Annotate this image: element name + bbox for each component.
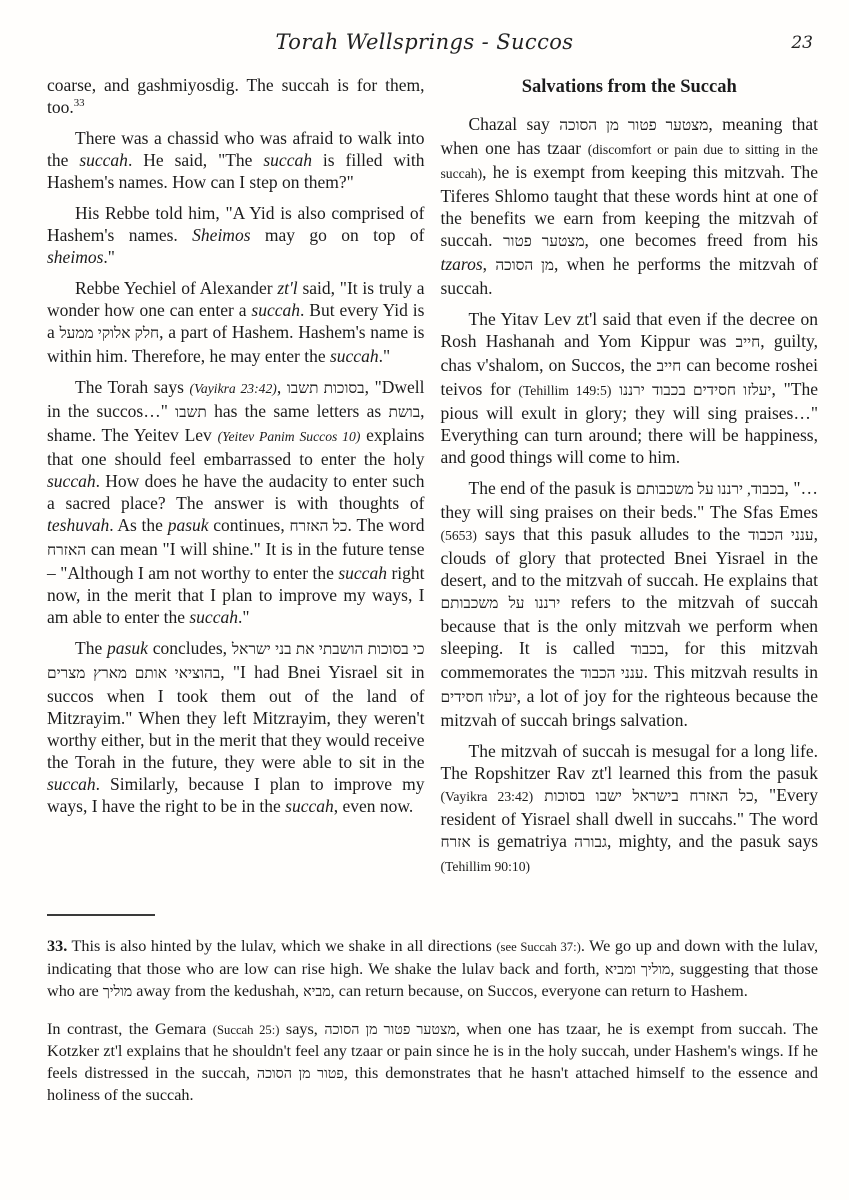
text-run: explains that one should feel embarrassed to enter the holy (47, 425, 425, 469)
text-run: , "…they will sing praises on their beds." The Sfas Emes (440, 478, 818, 522)
text-run: , clouds of glory that protected Bnei Yisrael in the desert, and to the mitzvah of succah. He explains that (440, 524, 818, 590)
text-run: . How does he have the audacity to enter such a sacred place? The answer is with thoughts of (47, 471, 425, 513)
citation: (Vayikra 23:42) (189, 381, 277, 396)
hebrew-text: חייב (656, 358, 682, 375)
hebrew-text: גבורה (574, 834, 607, 851)
text-run: The end of the pasuk is (468, 478, 636, 498)
italic-text: sheimos (47, 247, 104, 267)
footnote-number: 33. (47, 937, 68, 955)
text-run: away from the kedushah, (132, 982, 304, 1000)
hebrew-text: מצטער פטור מן הסוכה (324, 1021, 456, 1038)
text-run: , meaning that when one has tzaar (440, 114, 818, 158)
italic-text: succah (47, 774, 96, 794)
paragraph (441, 308, 819, 468)
hebrew-text: חלק אלוקי ממעל (59, 325, 160, 342)
text-run: , a part of Hashem. Hashem's name is within him. Therefore, he may enter the (47, 322, 425, 366)
text-run: , a lot of joy for the righteous because the mitzvah of succah brings salvation. (440, 686, 818, 730)
text-run: ." (103, 247, 115, 267)
hebrew-text: מצטער פטור מן הסוכה (559, 117, 709, 134)
text-run: . This mitzvah results in (643, 662, 818, 682)
text-run: . Similarly, because I plan to improve my ways, I have the right to be in the (47, 774, 425, 816)
text-run: continues, (208, 515, 290, 535)
italic-text: succah (263, 150, 312, 170)
hebrew-text: בסוכות תשבו (286, 380, 365, 397)
text-run: , "Dwell in the succos…" (47, 377, 425, 421)
text-run: concludes, (147, 638, 232, 658)
hebrew-text: כי בסוכות הושבתי את בני ישראל בהוציאי אותם מארץ מצרים (47, 641, 425, 682)
text-run: . As the (109, 515, 168, 535)
right-column (441, 74, 819, 887)
text-run: coarse, and gashmiyosdig. The succah is for them, too. (47, 75, 425, 117)
right-column-text (441, 113, 819, 878)
hebrew-text: בושת (388, 404, 421, 421)
text-run: The mitzvah of succah is mesugal for a long life. The Ropshitzer Rav zt'l learned this from the pasuk (440, 741, 818, 783)
text-run: In contrast, the Gemara (47, 1019, 213, 1038)
paragraph (441, 740, 819, 878)
paragraph (441, 477, 819, 731)
text-run: , one becomes freed from his (584, 230, 819, 250)
text-run: , even now. (333, 796, 414, 816)
text-run: can become roshei teivos for (440, 355, 818, 399)
paragraph (441, 113, 819, 299)
paragraph (47, 637, 425, 817)
footnote-reference: 33 (73, 97, 85, 110)
italic-text: teshuvah (47, 515, 110, 535)
text-run: says, (279, 1019, 325, 1038)
text-run: , suggesting that those who are (47, 959, 818, 1000)
text-run: , he is exempt from keeping this mitzvah. The Tiferes Shlomo taught that these words hint at one of the benefits we earn from keeping the mitzvah of succah. (440, 162, 818, 250)
text-run: is gematriya (470, 831, 575, 851)
text-run: , when one has tzaar, he is exempt from succah. The Kotzker zt'l explains that he shouldn't feel any tzaar or pain since he is in the holy succah, under Hashem's wings. If he feels distressed in the succah, (47, 1019, 819, 1082)
text-run: refers to the mitzvah of succah because that is the only mitzvah we perform when sleeping. It is called (440, 592, 818, 658)
text-run: Chazal say (468, 114, 560, 134)
hebrew-text: חייב (735, 334, 761, 351)
text-run: This is also hinted by the lulav, which we shake in all directions (67, 937, 497, 955)
text-run: . The word (347, 515, 425, 535)
page-title: Torah Wellsprings - Succos (275, 30, 574, 54)
footnote-separator (47, 914, 155, 916)
footnote-paragraph (47, 1019, 818, 1107)
text-run: ." (378, 346, 391, 366)
text-run: , can return because, on Succos, everyone can return to Hashem. (330, 982, 748, 1000)
text-run: , "I had Bnei Yisrael sit in succos when I took them out of the land of Mitzrayim." When they left Mitzrayim, they weren't worthy either, but in the merit that they would receive the Torah in the future, they were able to sit in the (47, 662, 425, 772)
italic-text: succah (251, 300, 300, 320)
citation: (Tehillim 90:10) (440, 859, 531, 874)
hebrew-text: יעלזו חסידים בכבוד ירננו (619, 382, 772, 399)
paragraph (47, 127, 425, 193)
paragraph (47, 202, 425, 268)
text-run: , (482, 254, 496, 274)
italic-text: Sheimos (192, 225, 251, 245)
italic-text: succah (329, 346, 379, 366)
italic-text: pasuk (107, 638, 148, 658)
left-column (47, 74, 425, 887)
text-run: right now, in the merit that I plan to improve my ways, I am able to enter the (47, 563, 425, 627)
text-run: , "The pious will exult in glory; they will sing praises…" Everything can turn around; there will be happiness, and good things will come to him. (440, 379, 818, 467)
text-run (533, 785, 544, 805)
italic-text: pasuk (167, 515, 209, 535)
two-column-body (0, 58, 849, 887)
citation: (discomfort or pain due to sitting in the succah) (440, 142, 818, 181)
hebrew-text: בכבוד (630, 641, 665, 658)
text-run: can mean "I will shine." It is in the future tense – "Although I am not worthy to enter the (47, 539, 425, 583)
italic-text: succah (47, 471, 96, 491)
text-run: , shame. The Yeitev Lev (47, 401, 425, 445)
text-run: said, "It is truly a wonder how one can enter a (47, 278, 425, 320)
section-heading: Salvations from the Succah (521, 77, 737, 97)
hebrew-text: האזרח (47, 542, 87, 559)
italic-text: succah (189, 607, 238, 627)
citation: (5653) (440, 528, 477, 543)
text-run: , guilty, chas v'shalom, on Succos, the (440, 331, 818, 375)
text-run: The (75, 638, 108, 658)
text-run: His Rebbe told him, "A Yid is also comprised of Hashem's names. (47, 203, 425, 245)
italic-text: succah (79, 150, 128, 170)
citation: (Tehillim 149:5) (518, 383, 612, 398)
text-run: says that this pasuk alludes to the (476, 524, 749, 544)
citation: (see Succah 37:) (496, 940, 581, 954)
footnotes (0, 936, 849, 1107)
hebrew-text: כל האזרח בישראל ישבו בסוכות (544, 788, 754, 805)
footnote-paragraph (47, 936, 818, 1004)
hebrew-text: מוליך (102, 984, 133, 1000)
italic-text: succah (338, 563, 387, 583)
hebrew-text: מן הסוכה (495, 257, 555, 274)
page-header (0, 0, 849, 58)
text-run: . But every Yid is a (47, 300, 425, 342)
text-run: is filled with Hashem's names. How can I step on them?" (47, 150, 425, 192)
text-run: Rebbe Yechiel of Alexander (75, 278, 278, 298)
text-run: , when he performs the mitzvah of succah. (440, 254, 818, 298)
text-run: may go on top of (250, 225, 425, 245)
hebrew-text: ענני הכבוד (580, 665, 644, 682)
text-run: , for this mitzvah commemorates the (440, 638, 818, 682)
text-run: The Torah says (75, 377, 190, 397)
italic-text: succah (285, 796, 334, 816)
hebrew-text: תשבו (175, 404, 207, 421)
text-run: , (276, 377, 287, 397)
text-run: , mighty, and the pasuk says (606, 831, 819, 851)
hebrew-text: ירננו על משכבותם (440, 595, 561, 612)
citation: (Vayikra 23:42) (440, 789, 534, 804)
hebrew-text: יעלזו חסידים (440, 689, 517, 706)
text-run: has the same letters as (206, 401, 389, 421)
hebrew-text: פטור מן הסוכה (256, 1065, 344, 1082)
hebrew-text: ענני הכבוד (748, 527, 814, 544)
text-run: . We go up and down with the lulav, indicating that those who are low can rise high. We shake the lulav back and forth, (47, 937, 819, 978)
hebrew-text: מצטער פטור (502, 233, 585, 250)
italic-text: tzaros (440, 254, 483, 274)
paragraph (47, 376, 425, 628)
hebrew-text: מוליך ומביא (604, 961, 671, 978)
hebrew-text: בכבוד, ירננו על משכבותם (635, 481, 785, 498)
text-run: There was a chassid who was afraid to walk into the (47, 128, 425, 170)
text-run: . He said, "The (127, 150, 264, 170)
italic-text: zt'l (277, 278, 298, 298)
text-run: The Yitav Lev zt'l said that even if the decree on Rosh Hashanah and Yom Kippur was (440, 309, 818, 351)
text-run: , this demonstrates that he hasn't attached himself to the essence and holiness of the succah. (47, 1063, 818, 1104)
paragraph (47, 74, 425, 118)
citation: (Succah 25:) (212, 1022, 280, 1037)
text-run: , "Every resident of Yisrael shall dwell in succahs." The word (440, 785, 818, 829)
hebrew-text: אזרח (440, 834, 471, 851)
paragraph (47, 277, 425, 367)
page-number: 23 (791, 33, 813, 53)
text-run: ." (237, 607, 250, 627)
hebrew-text: מביא (303, 984, 331, 1000)
citation: (Yeitev Panim Succos 10) (217, 429, 361, 444)
hebrew-text: כל האזרח (289, 518, 348, 535)
